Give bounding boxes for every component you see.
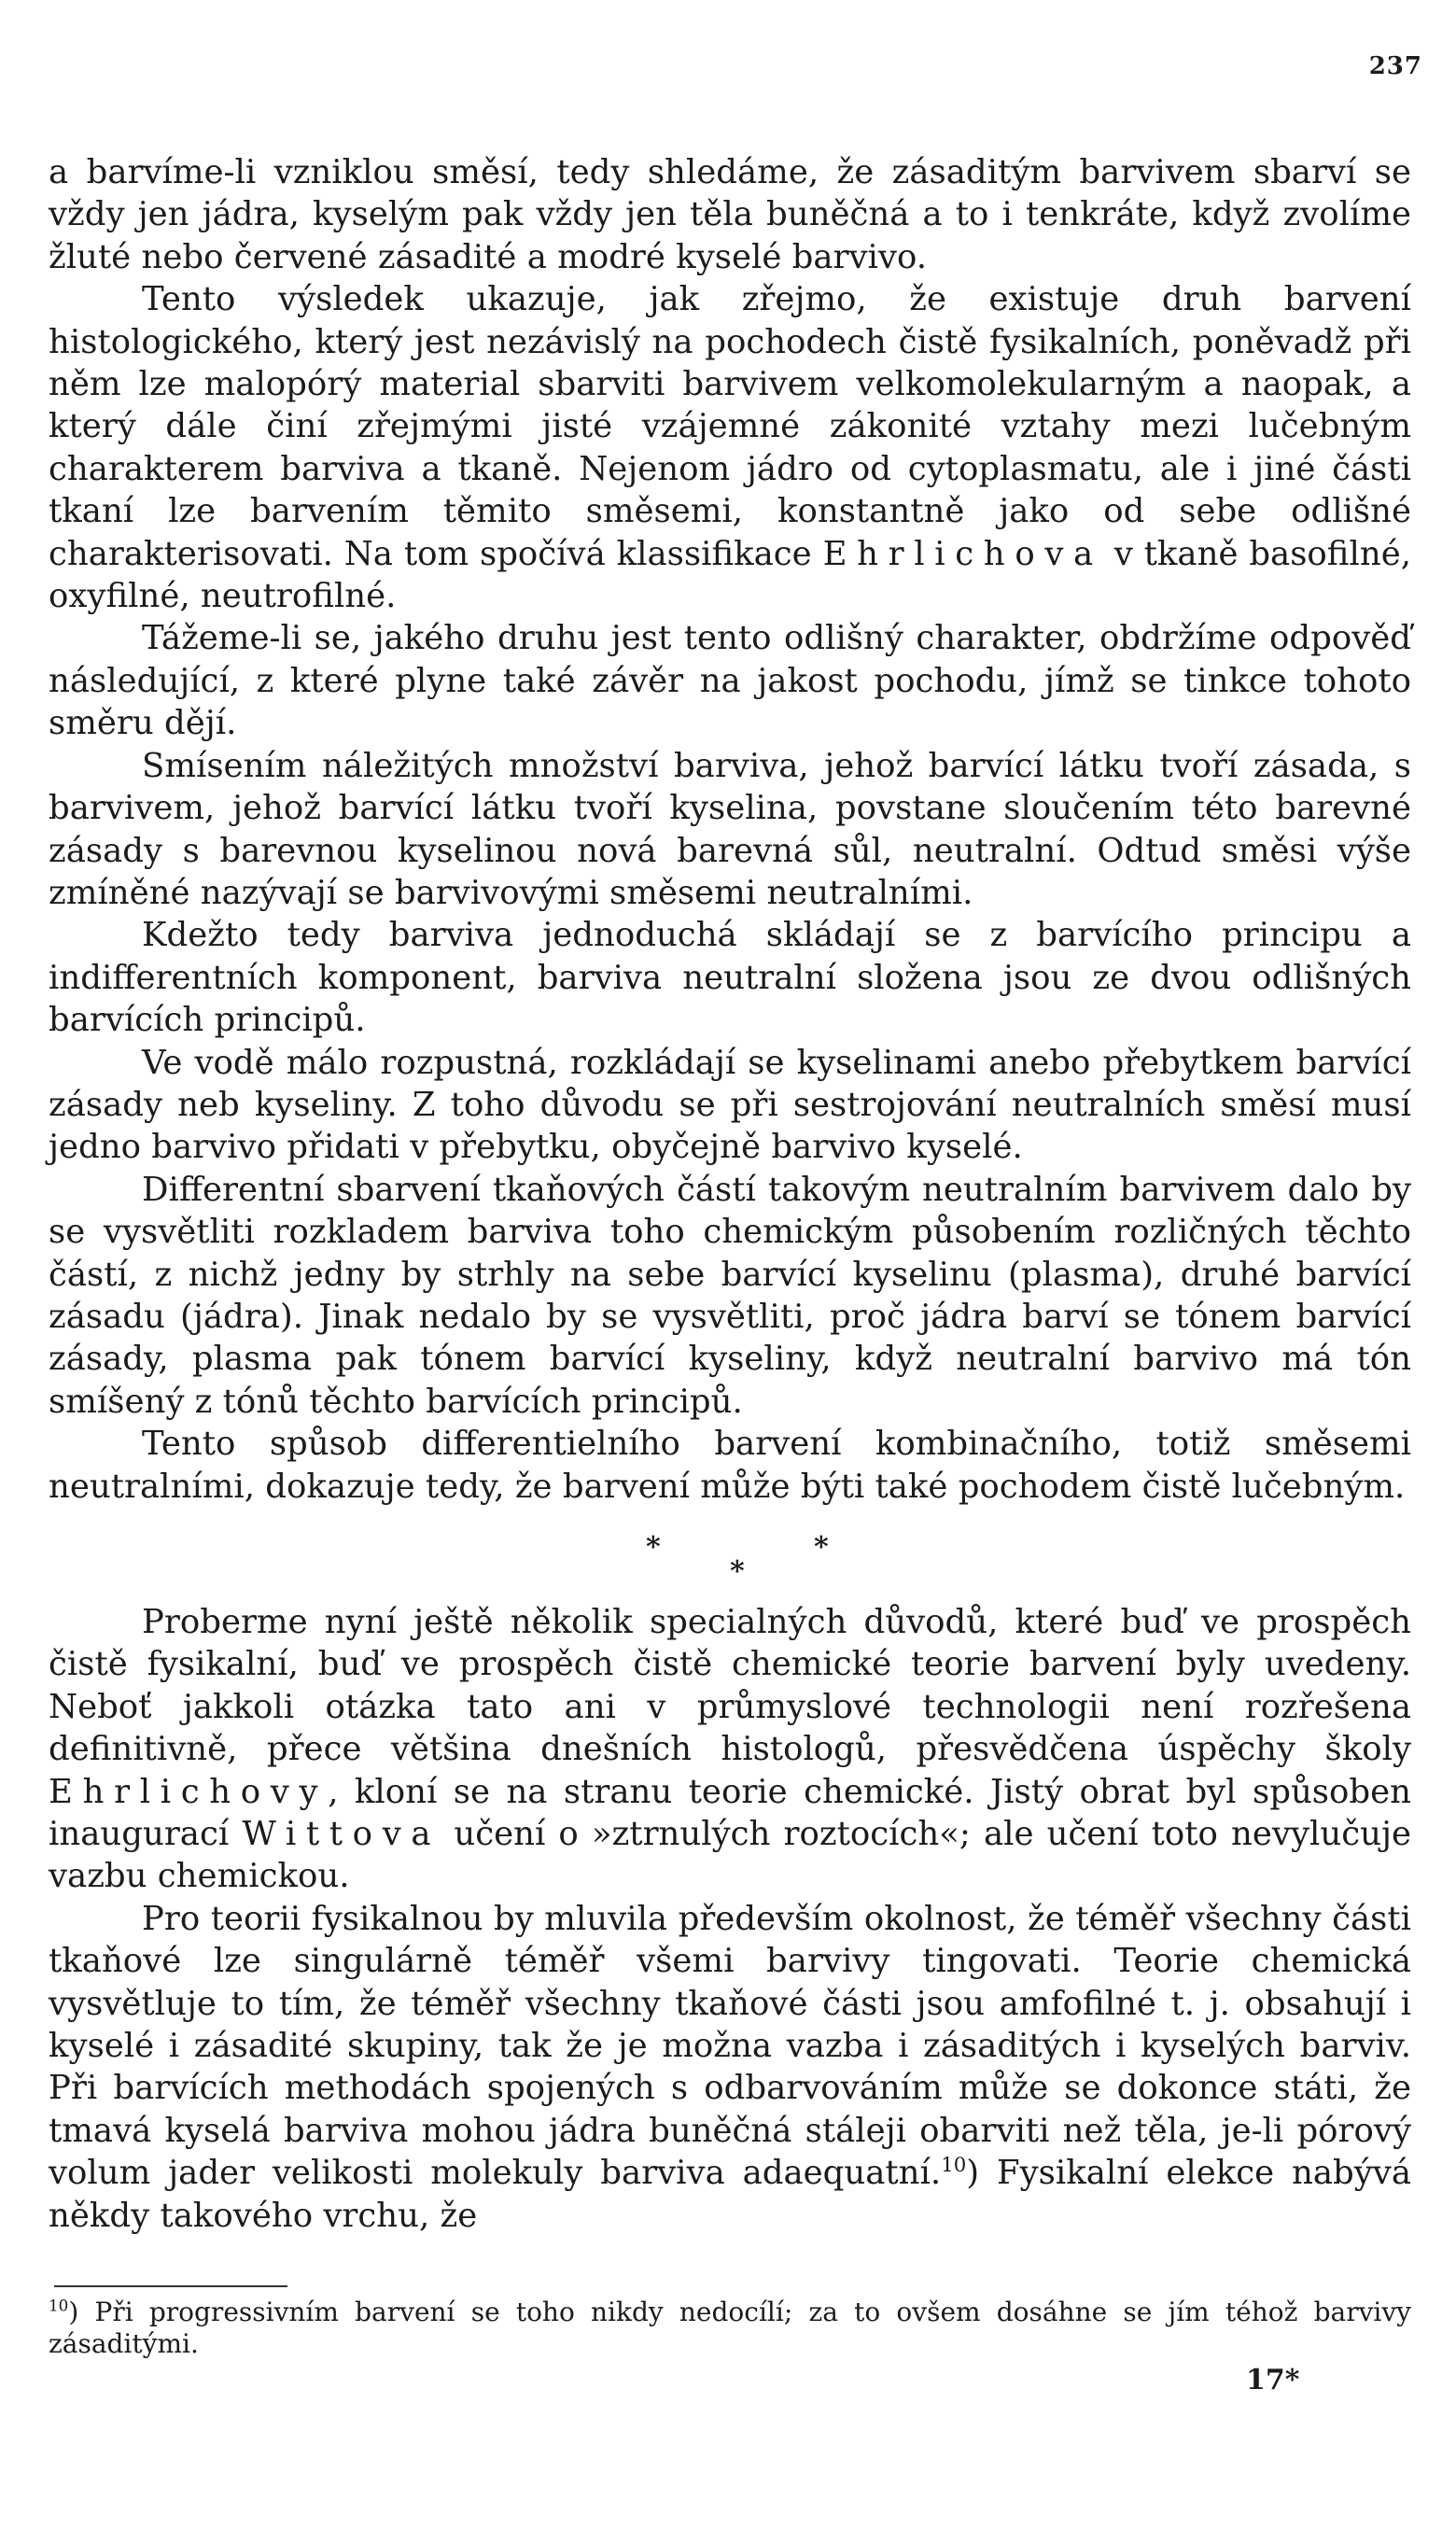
page-number: 237 — [1368, 52, 1422, 80]
main-text — [49, 151, 1411, 2237]
paragraph-7: Differentní sbarvení tkaňových částí takovým neutralním barvivem dalo by se vysvětliti rozkladem barviva toho chemickým působením rozličných těchto částí, z nichž jedny by strhly na sebe barvící kyselinu (plasma), druhé barvící zásadu (jádra). Jinak nedalo by se vysvětliti, proč jádra barví se tónem barvící zásady, plasma pak tónem barvící kyseliny, když neutralní barvivo má tón smíšený z tónů těchto barvících principů. — [49, 1170, 1411, 1421]
paragraph-9: Proberme nyní ještě několik specialných důvodů, které buď ve prospěch čistě fysikalní, buď ve prospěch čistě chemické teorie barvení byly uvedeny. Neboť jakkoli otázka tato ani v průmyslové technologii není rozřešena definitivně, přece většina dnešních histologů, přesvědčena úspěchy školy Ehrlichovy, kloní se na stranu teorie chemické. Jistý obrat byl spůsoben inaugurací Wittova učení o »ztrnulých roztocích«; ale učení toto nevylučuje vazbu chemickou. — [49, 1603, 1411, 1896]
footnote-marker: 10 — [49, 2296, 69, 2315]
asterism-star-2: * — [730, 1555, 745, 1588]
asterism-divider — [49, 1508, 1411, 1601]
spaced-name-ehrlichova: Ehrlichova — [822, 534, 1103, 573]
paragraph-2: Tento výsledek ukazuje, jak zřejmo, že existuje druh barvení histologického, který jest nezávislý na pochodech čistě fysikalních, poněvadž při něm lze malopórý material sbarviti barvivem velkomolekularným a naopak, a který dále činí zřejmými jisté vzájemné zákonité vztahy mezi lučebným charakterem barviva a tkaně. Nejenom jádro od cytoplasmatu, ale i jiné části tkaní lze barvením těmito směsemi, konstantně jako od sebe odlišné charakterisovati. Na tom spočívá klassifikace Ehrlichova v tkaně basofilné, oxyfilné, neutrofilné. — [49, 280, 1411, 616]
paragraph-4: Smísením náležitých množství barviva, jehož barvící látku tvoří zásada, s barvivem, jehož barvící látku tvoří kyselina, povstane sloučením této barevné zásady s barevnou kyselinou nová barevná sůl, neutralní. Odtud směsi výše zmíněné nazývají se barvivovými směsemi neutralními. — [49, 746, 1411, 912]
footnote-reference: 10 — [941, 2154, 967, 2178]
footnote-rule — [54, 2285, 287, 2287]
paragraph-1: a barvíme-li vzniklou směsí, tedy shledáme, že zásaditým barvivem sbarví se vždy jen jádra, kyselým pak vždy jen těla buněčná a to i tenkráte, když zvolíme žluté nebo červené zásadité a modré kyselé barvivo. — [49, 153, 1411, 276]
asterism-star-3: * — [814, 1531, 829, 1564]
spaced-name-wittova: Wittova — [242, 1815, 441, 1854]
footnote — [49, 2297, 1411, 2360]
paragraph-6: Ve vodě málo rozpustná, rozkládají se kyselinami anebo přebytkem barvící zásady neb kyseliny. Z toho důvodu se při sestrojování neutralních směsí musí jedno barvivo přidati v přebytku, obyčejně barvivo kyselé. — [49, 1043, 1411, 1167]
footnote-text: ) Při progressivním barvení se toho nikdy nedocílí; za to ovšem dosáhne se jím téhož barvivy zásaditými. — [49, 2297, 1411, 2359]
asterism-star-1: * — [646, 1531, 661, 1564]
paragraph-3: Tážeme-li se, jakého druhu jest tento odlišný charakter, obdržíme odpověď následující, z které plyne také závěr na jakost pochodu, jímž se tinkce tohoto směru dějí. — [49, 619, 1411, 743]
signature-mark: 17* — [1246, 2364, 1300, 2396]
paragraph-5: Kdežto tedy barviva jednoduchá skládají se z barvícího principu a indifferentních komponent, barviva neutralní složena jsou ze dvou odlišných barvících principů. — [49, 916, 1411, 1040]
paragraph-10: Pro teorii fysikalnou by mluvila především okolnost, že téměř všechny části tkaňové lze singulárně téměř všemi barvivy tingovati. Teorie chemická vysvětluje to tím, že téměř všechny tkaňové části jsou amfofilné t. j. obsahují i kyselé i zásadité skupiny, tak že je možna vazba i zásaditých i kyselých barviv. Při barvících methodách spojených s odbarvováním může se dokonce státi, že tmavá kyselá barviva mohou jádra buněčná stáleji obarviti než těla, je-li pórový volum jader velikosti molekuly barviva adaequatní.$^{10}$) Fysikalní elekce nabývá někdy takového vrchu, že — [49, 1899, 1412, 2235]
spaced-name-ehrlichovy: Ehrlichovy — [49, 1772, 329, 1811]
paragraph-8: Tento spůsob differentielního barvení kombinačního, totiž směsemi neutralními, dokazuje tedy, že barvení může býti také pochodem čistě lučebným. — [49, 1425, 1411, 1506]
